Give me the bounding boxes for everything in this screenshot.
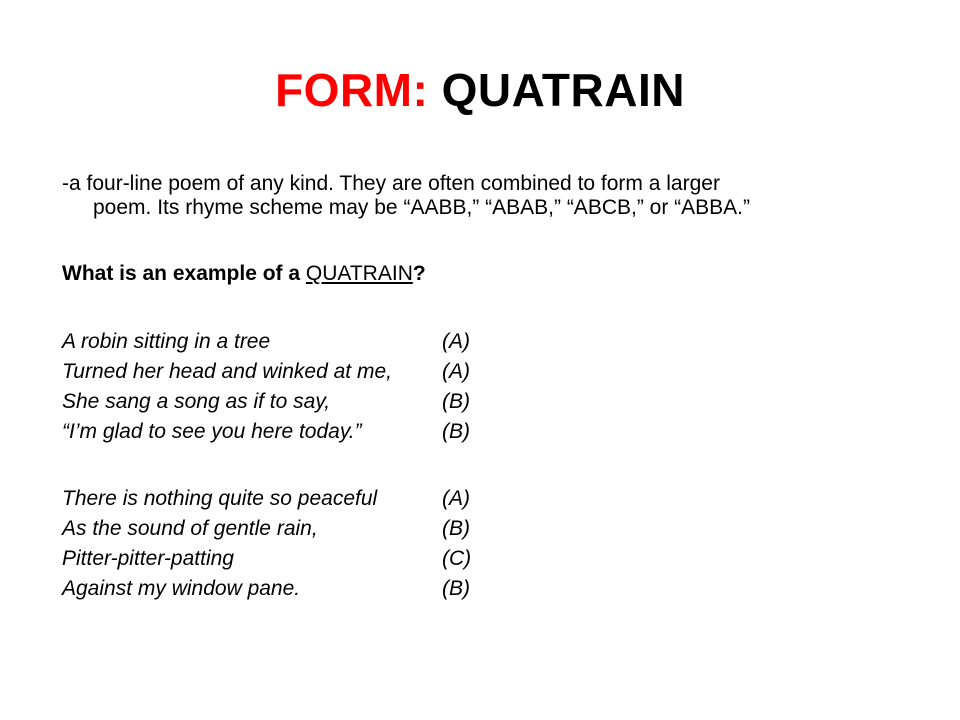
poem-line	[62, 327, 470, 357]
slide-title	[0, 62, 960, 118]
title-main: QUATRAIN	[441, 64, 685, 116]
poem-line	[62, 387, 470, 417]
poem-line-text: As the sound of gentle rain,	[62, 517, 318, 540]
poem-line-text: A robin sitting in a tree	[62, 330, 271, 353]
poem-stanza-1	[62, 327, 470, 447]
poem-line	[62, 544, 471, 574]
example-question	[62, 260, 426, 288]
poem-line-text: She sang a song as if to say,	[62, 390, 331, 413]
poem-line-text: “I’m glad to see you here today.”	[62, 420, 362, 443]
definition-line-2: poem. Its rhyme scheme may be “AABB,” “ABAB,” “ABCB,” or “ABBA.”	[93, 196, 751, 219]
rhyme-label: (B)	[442, 420, 470, 443]
rhyme-label: (B)	[442, 390, 470, 413]
poem-line-text: There is nothing quite so peaceful	[62, 487, 378, 510]
poem-line-text: Pitter-pitter-patting	[62, 547, 234, 570]
question-term: QUATRAIN	[305, 262, 413, 285]
poem-stanza-2	[62, 484, 471, 604]
title-prefix: FORM:	[275, 64, 429, 116]
rhyme-label: (B)	[442, 517, 470, 540]
question-suffix: ?	[412, 262, 426, 285]
poem-line	[62, 514, 471, 544]
poem-line	[62, 417, 470, 447]
rhyme-label: (B)	[442, 577, 470, 600]
poem-line-text: Turned her head and winked at me,	[62, 360, 392, 383]
poem-line-text: Against my window pane.	[62, 577, 301, 600]
question-prefix: What is an example of a	[62, 262, 306, 285]
definition-line-1: -a four-line poem of any kind. They are often combined to form a larger	[62, 172, 720, 195]
rhyme-label: (A)	[442, 360, 470, 383]
poem-line	[62, 574, 471, 604]
definition-paragraph	[62, 172, 912, 220]
rhyme-label: (A)	[442, 487, 470, 510]
rhyme-label: (C)	[442, 547, 472, 570]
poem-line	[62, 484, 471, 514]
rhyme-label: (A)	[442, 330, 470, 353]
poem-line	[62, 357, 470, 387]
